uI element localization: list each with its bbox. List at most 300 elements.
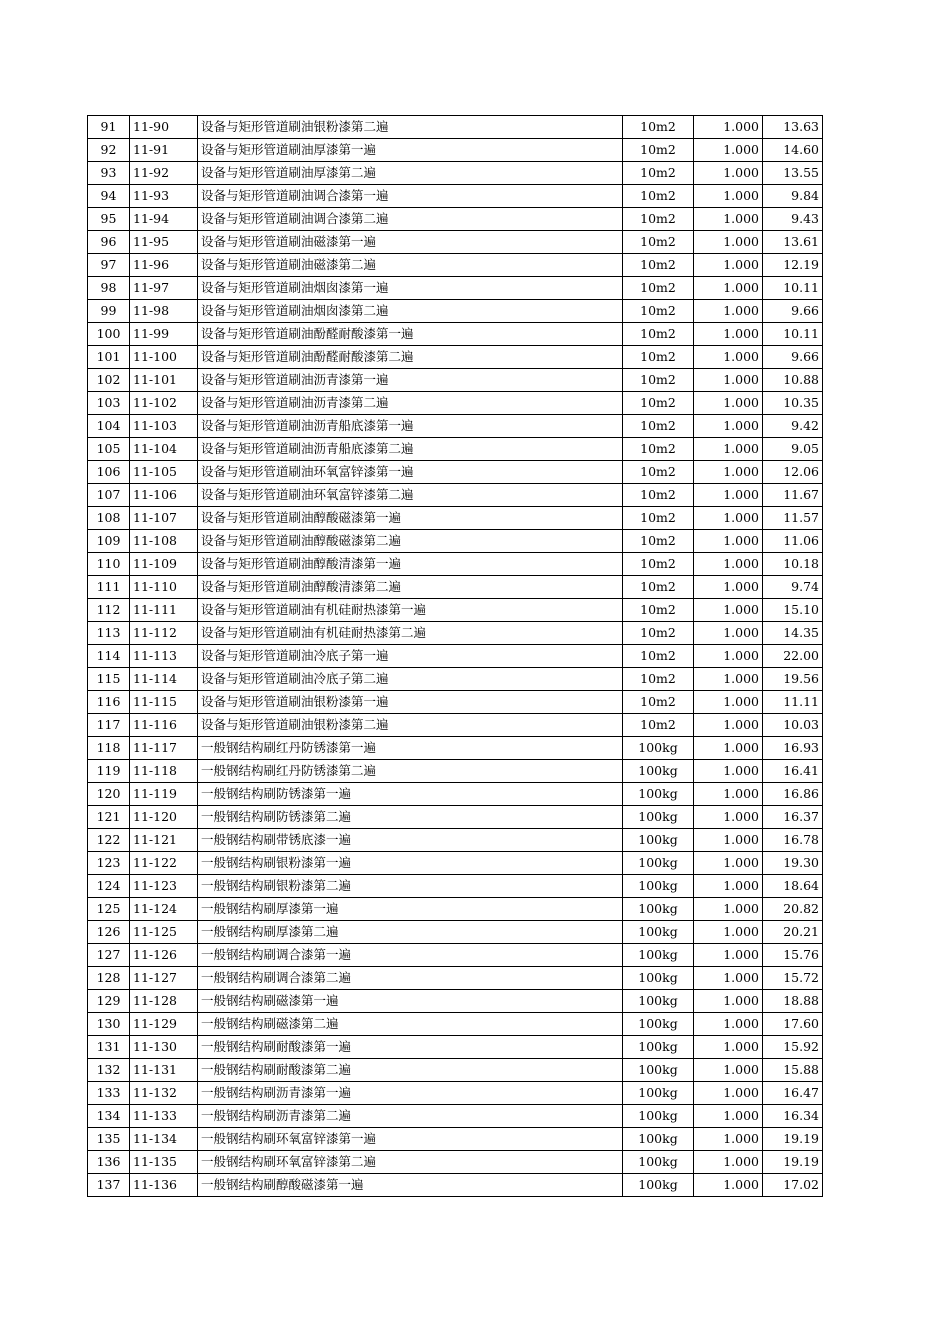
item-name: 设备与矩形管道刷油冷底子第二遍: [198, 668, 623, 691]
item-name: 一般钢结构刷环氧富锌漆第二遍: [198, 1151, 623, 1174]
unit: 100kg: [623, 1105, 694, 1128]
table-row: [88, 668, 823, 691]
table-row: [88, 553, 823, 576]
item-name: 设备与矩形管道刷油沥青船底漆第一遍: [198, 415, 623, 438]
quota-code: 11-123: [130, 875, 198, 898]
quantity: 1.000: [694, 990, 763, 1013]
unit: 100kg: [623, 783, 694, 806]
quota-code: 11-112: [130, 622, 198, 645]
unit-price: 16.34: [763, 1105, 823, 1128]
item-name: 一般钢结构刷银粉漆第一遍: [198, 852, 623, 875]
unit-price: 9.84: [763, 185, 823, 208]
row-number: 134: [88, 1105, 130, 1128]
unit: 10m2: [623, 254, 694, 277]
table-row: [88, 461, 823, 484]
item-name: 一般钢结构刷银粉漆第二遍: [198, 875, 623, 898]
item-name: 设备与矩形管道刷油银粉漆第一遍: [198, 691, 623, 714]
item-name: 设备与矩形管道刷油酚醛耐酸漆第二遍: [198, 346, 623, 369]
table-row: [88, 691, 823, 714]
table-row: [88, 346, 823, 369]
row-number: 102: [88, 369, 130, 392]
quantity: 1.000: [694, 1013, 763, 1036]
table-row: [88, 438, 823, 461]
item-name: 一般钢结构刷红丹防锈漆第一遍: [198, 737, 623, 760]
quantity: 1.000: [694, 714, 763, 737]
unit: 10m2: [623, 507, 694, 530]
quota-code: 11-115: [130, 691, 198, 714]
unit: 100kg: [623, 875, 694, 898]
row-number: 127: [88, 944, 130, 967]
quantity: 1.000: [694, 116, 763, 139]
row-number: 116: [88, 691, 130, 714]
quota-code: 11-107: [130, 507, 198, 530]
unit-price: 10.11: [763, 277, 823, 300]
unit-price: 10.03: [763, 714, 823, 737]
unit: 100kg: [623, 1082, 694, 1105]
table-row: [88, 829, 823, 852]
item-name: 设备与矩形管道刷油酚醛耐酸漆第一遍: [198, 323, 623, 346]
quota-code: 11-103: [130, 415, 198, 438]
quantity: 1.000: [694, 898, 763, 921]
unit-price: 16.78: [763, 829, 823, 852]
item-name: 设备与矩形管道刷油厚漆第二遍: [198, 162, 623, 185]
row-number: 103: [88, 392, 130, 415]
table-row: [88, 714, 823, 737]
row-number: 108: [88, 507, 130, 530]
item-name: 一般钢结构刷磁漆第二遍: [198, 1013, 623, 1036]
unit: 10m2: [623, 553, 694, 576]
row-number: 112: [88, 599, 130, 622]
item-name: 设备与矩形管道刷油磁漆第二遍: [198, 254, 623, 277]
quota-code: 11-124: [130, 898, 198, 921]
quota-code: 11-98: [130, 300, 198, 323]
unit: 10m2: [623, 323, 694, 346]
unit: 10m2: [623, 300, 694, 323]
table-row: [88, 507, 823, 530]
unit-price: 14.60: [763, 139, 823, 162]
unit-price: 11.67: [763, 484, 823, 507]
unit: 10m2: [623, 208, 694, 231]
unit: 10m2: [623, 691, 694, 714]
quantity: 1.000: [694, 1036, 763, 1059]
quantity: 1.000: [694, 162, 763, 185]
item-name: 设备与矩形管道刷油烟囱漆第二遍: [198, 300, 623, 323]
unit: 10m2: [623, 346, 694, 369]
row-number: 93: [88, 162, 130, 185]
table-row: [88, 277, 823, 300]
quota-code: 11-119: [130, 783, 198, 806]
item-name: 一般钢结构刷调合漆第一遍: [198, 944, 623, 967]
unit-price: 19.56: [763, 668, 823, 691]
row-number: 105: [88, 438, 130, 461]
unit-price: 9.43: [763, 208, 823, 231]
row-number: 131: [88, 1036, 130, 1059]
quantity: 1.000: [694, 668, 763, 691]
unit-price: 10.11: [763, 323, 823, 346]
row-number: 133: [88, 1082, 130, 1105]
unit: 100kg: [623, 967, 694, 990]
item-name: 设备与矩形管道刷油沥青船底漆第二遍: [198, 438, 623, 461]
quantity: 1.000: [694, 1059, 763, 1082]
row-number: 130: [88, 1013, 130, 1036]
item-name: 设备与矩形管道刷油沥青漆第二遍: [198, 392, 623, 415]
table-row: [88, 1128, 823, 1151]
quota-code: 11-131: [130, 1059, 198, 1082]
unit: 10m2: [623, 277, 694, 300]
table-row: [88, 415, 823, 438]
row-number: 121: [88, 806, 130, 829]
quota-code: 11-125: [130, 921, 198, 944]
row-number: 117: [88, 714, 130, 737]
unit-price: 9.66: [763, 300, 823, 323]
row-number: 95: [88, 208, 130, 231]
unit-price: 13.55: [763, 162, 823, 185]
quota-code: 11-104: [130, 438, 198, 461]
row-number: 126: [88, 921, 130, 944]
unit: 10m2: [623, 622, 694, 645]
unit: 10m2: [623, 599, 694, 622]
table-row: [88, 1082, 823, 1105]
unit-price: 12.19: [763, 254, 823, 277]
quota-code: 11-135: [130, 1151, 198, 1174]
quantity: 1.000: [694, 323, 763, 346]
row-number: 120: [88, 783, 130, 806]
quota-table-body: [88, 116, 823, 1197]
quota-code: 11-113: [130, 645, 198, 668]
item-name: 设备与矩形管道刷油醇酸磁漆第二遍: [198, 530, 623, 553]
quantity: 1.000: [694, 530, 763, 553]
row-number: 114: [88, 645, 130, 668]
row-number: 99: [88, 300, 130, 323]
item-name: 设备与矩形管道刷油银粉漆第二遍: [198, 714, 623, 737]
unit-price: 12.06: [763, 461, 823, 484]
quantity: 1.000: [694, 553, 763, 576]
quantity: 1.000: [694, 1151, 763, 1174]
row-number: 123: [88, 852, 130, 875]
quota-code: 11-118: [130, 760, 198, 783]
unit-price: 22.00: [763, 645, 823, 668]
item-name: 一般钢结构刷红丹防锈漆第二遍: [198, 760, 623, 783]
unit: 10m2: [623, 415, 694, 438]
quantity: 1.000: [694, 438, 763, 461]
table-row: [88, 622, 823, 645]
row-number: 106: [88, 461, 130, 484]
table-row: [88, 944, 823, 967]
table-row: [88, 875, 823, 898]
quantity: 1.000: [694, 507, 763, 530]
item-name: 设备与矩形管道刷油调合漆第一遍: [198, 185, 623, 208]
unit: 100kg: [623, 990, 694, 1013]
row-number: 115: [88, 668, 130, 691]
quantity: 1.000: [694, 829, 763, 852]
unit-price: 14.35: [763, 622, 823, 645]
item-name: 一般钢结构刷防锈漆第一遍: [198, 783, 623, 806]
unit-price: 19.19: [763, 1128, 823, 1151]
table-row: [88, 852, 823, 875]
table-row: [88, 139, 823, 162]
quota-code: 11-106: [130, 484, 198, 507]
unit: 10m2: [623, 231, 694, 254]
quota-code: 11-122: [130, 852, 198, 875]
unit-price: 17.60: [763, 1013, 823, 1036]
item-name: 一般钢结构刷沥青漆第二遍: [198, 1105, 623, 1128]
unit-price: 15.72: [763, 967, 823, 990]
quantity: 1.000: [694, 185, 763, 208]
table-row: [88, 369, 823, 392]
quantity: 1.000: [694, 967, 763, 990]
quota-code: 11-114: [130, 668, 198, 691]
row-number: 124: [88, 875, 130, 898]
quantity: 1.000: [694, 1128, 763, 1151]
table-row: [88, 162, 823, 185]
unit: 100kg: [623, 921, 694, 944]
row-number: 98: [88, 277, 130, 300]
item-name: 一般钢结构刷醇酸磁漆第一遍: [198, 1174, 623, 1197]
row-number: 125: [88, 898, 130, 921]
unit-price: 15.10: [763, 599, 823, 622]
quantity: 1.000: [694, 921, 763, 944]
unit: 100kg: [623, 829, 694, 852]
row-number: 104: [88, 415, 130, 438]
quota-code: 11-101: [130, 369, 198, 392]
unit-price: 16.47: [763, 1082, 823, 1105]
unit-price: 15.92: [763, 1036, 823, 1059]
unit-price: 9.05: [763, 438, 823, 461]
quantity: 1.000: [694, 1082, 763, 1105]
quota-code: 11-92: [130, 162, 198, 185]
row-number: 129: [88, 990, 130, 1013]
row-number: 96: [88, 231, 130, 254]
quota-code: 11-129: [130, 1013, 198, 1036]
item-name: 设备与矩形管道刷油冷底子第一遍: [198, 645, 623, 668]
quota-code: 11-91: [130, 139, 198, 162]
unit-price: 10.18: [763, 553, 823, 576]
unit-price: 19.19: [763, 1151, 823, 1174]
row-number: 119: [88, 760, 130, 783]
unit-price: 10.35: [763, 392, 823, 415]
unit: 10m2: [623, 484, 694, 507]
unit-price: 11.57: [763, 507, 823, 530]
quantity: 1.000: [694, 576, 763, 599]
row-number: 101: [88, 346, 130, 369]
quantity: 1.000: [694, 208, 763, 231]
unit-price: 9.42: [763, 415, 823, 438]
quantity: 1.000: [694, 415, 763, 438]
quantity: 1.000: [694, 760, 763, 783]
quantity: 1.000: [694, 806, 763, 829]
quota-code: 11-117: [130, 737, 198, 760]
unit: 10m2: [623, 576, 694, 599]
quantity: 1.000: [694, 691, 763, 714]
quota-code: 11-93: [130, 185, 198, 208]
quota-code: 11-97: [130, 277, 198, 300]
quota-code: 11-94: [130, 208, 198, 231]
row-number: 132: [88, 1059, 130, 1082]
table-row: [88, 783, 823, 806]
row-number: 118: [88, 737, 130, 760]
unit: 100kg: [623, 852, 694, 875]
table-row: [88, 921, 823, 944]
row-number: 91: [88, 116, 130, 139]
quantity: 1.000: [694, 645, 763, 668]
item-name: 设备与矩形管道刷油醇酸清漆第一遍: [198, 553, 623, 576]
quantity: 1.000: [694, 346, 763, 369]
unit: 10m2: [623, 392, 694, 415]
quota-code: 11-108: [130, 530, 198, 553]
table-row: [88, 300, 823, 323]
quota-code: 11-90: [130, 116, 198, 139]
item-name: 设备与矩形管道刷油调合漆第二遍: [198, 208, 623, 231]
quota-code: 11-110: [130, 576, 198, 599]
unit-price: 16.41: [763, 760, 823, 783]
quantity: 1.000: [694, 392, 763, 415]
row-number: 94: [88, 185, 130, 208]
item-name: 设备与矩形管道刷油醇酸磁漆第一遍: [198, 507, 623, 530]
item-name: 一般钢结构刷厚漆第一遍: [198, 898, 623, 921]
quota-code: 11-127: [130, 967, 198, 990]
quantity: 1.000: [694, 599, 763, 622]
item-name: 一般钢结构刷带锈底漆一遍: [198, 829, 623, 852]
item-name: 一般钢结构刷磁漆第一遍: [198, 990, 623, 1013]
quota-code: 11-133: [130, 1105, 198, 1128]
unit: 10m2: [623, 185, 694, 208]
quota-code: 11-116: [130, 714, 198, 737]
unit-price: 18.88: [763, 990, 823, 1013]
table-row: [88, 392, 823, 415]
quota-code: 11-95: [130, 231, 198, 254]
table-row: [88, 576, 823, 599]
quantity: 1.000: [694, 944, 763, 967]
unit-price: 11.11: [763, 691, 823, 714]
unit: 10m2: [623, 369, 694, 392]
row-number: 113: [88, 622, 130, 645]
item-name: 设备与矩形管道刷油烟囱漆第一遍: [198, 277, 623, 300]
quantity: 1.000: [694, 277, 763, 300]
unit-price: 10.88: [763, 369, 823, 392]
item-name: 一般钢结构刷沥青漆第一遍: [198, 1082, 623, 1105]
quantity: 1.000: [694, 622, 763, 645]
unit: 10m2: [623, 162, 694, 185]
table-row: [88, 323, 823, 346]
quantity: 1.000: [694, 484, 763, 507]
item-name: 设备与矩形管道刷油醇酸清漆第二遍: [198, 576, 623, 599]
table-row: [88, 760, 823, 783]
unit: 10m2: [623, 116, 694, 139]
table-row: [88, 990, 823, 1013]
table-row: [88, 898, 823, 921]
quota-code: 11-121: [130, 829, 198, 852]
item-name: 设备与矩形管道刷油环氧富锌漆第二遍: [198, 484, 623, 507]
unit: 100kg: [623, 1036, 694, 1059]
row-number: 92: [88, 139, 130, 162]
quantity: 1.000: [694, 139, 763, 162]
table-row: [88, 1151, 823, 1174]
table-row: [88, 208, 823, 231]
quantity: 1.000: [694, 875, 763, 898]
unit: 100kg: [623, 1151, 694, 1174]
quota-code: 11-102: [130, 392, 198, 415]
unit: 100kg: [623, 1059, 694, 1082]
table-row: [88, 599, 823, 622]
row-number: 122: [88, 829, 130, 852]
item-name: 一般钢结构刷防锈漆第二遍: [198, 806, 623, 829]
table-row: [88, 116, 823, 139]
item-name: 设备与矩形管道刷油银粉漆第二遍: [198, 116, 623, 139]
quota-code: 11-109: [130, 553, 198, 576]
quota-code: 11-130: [130, 1036, 198, 1059]
table-row: [88, 1174, 823, 1197]
table-row: [88, 1013, 823, 1036]
quantity: 1.000: [694, 300, 763, 323]
unit-price: 9.74: [763, 576, 823, 599]
quota-code: 11-134: [130, 1128, 198, 1151]
item-name: 一般钢结构刷耐酸漆第一遍: [198, 1036, 623, 1059]
row-number: 135: [88, 1128, 130, 1151]
unit: 10m2: [623, 438, 694, 461]
table-row: [88, 1036, 823, 1059]
row-number: 107: [88, 484, 130, 507]
quantity: 1.000: [694, 1174, 763, 1197]
quantity: 1.000: [694, 737, 763, 760]
quota-code: 11-132: [130, 1082, 198, 1105]
unit: 10m2: [623, 461, 694, 484]
unit-price: 19.30: [763, 852, 823, 875]
quantity: 1.000: [694, 1105, 763, 1128]
table-row: [88, 967, 823, 990]
unit: 10m2: [623, 714, 694, 737]
row-number: 136: [88, 1151, 130, 1174]
unit: 100kg: [623, 1174, 694, 1197]
unit: 100kg: [623, 898, 694, 921]
quantity: 1.000: [694, 783, 763, 806]
quota-code: 11-105: [130, 461, 198, 484]
item-name: 设备与矩形管道刷油沥青漆第一遍: [198, 369, 623, 392]
unit: 100kg: [623, 760, 694, 783]
unit-price: 15.88: [763, 1059, 823, 1082]
quota-table: [87, 115, 823, 1197]
quantity: 1.000: [694, 852, 763, 875]
table-row: [88, 231, 823, 254]
unit: 100kg: [623, 1128, 694, 1151]
quantity: 1.000: [694, 461, 763, 484]
item-name: 设备与矩形管道刷油有机硅耐热漆第二遍: [198, 622, 623, 645]
unit: 100kg: [623, 737, 694, 760]
row-number: 111: [88, 576, 130, 599]
unit: 100kg: [623, 806, 694, 829]
item-name: 设备与矩形管道刷油有机硅耐热漆第一遍: [198, 599, 623, 622]
row-number: 100: [88, 323, 130, 346]
unit-price: 20.82: [763, 898, 823, 921]
item-name: 设备与矩形管道刷油磁漆第一遍: [198, 231, 623, 254]
quota-code: 11-99: [130, 323, 198, 346]
unit-price: 9.66: [763, 346, 823, 369]
table-row: [88, 737, 823, 760]
item-name: 设备与矩形管道刷油环氧富锌漆第一遍: [198, 461, 623, 484]
unit: 10m2: [623, 645, 694, 668]
unit-price: 11.06: [763, 530, 823, 553]
unit: 100kg: [623, 1013, 694, 1036]
row-number: 137: [88, 1174, 130, 1197]
unit-price: 15.76: [763, 944, 823, 967]
quantity: 1.000: [694, 231, 763, 254]
unit: 10m2: [623, 139, 694, 162]
quota-code: 11-120: [130, 806, 198, 829]
table-row: [88, 484, 823, 507]
quota-code: 11-96: [130, 254, 198, 277]
item-name: 一般钢结构刷调合漆第二遍: [198, 967, 623, 990]
table-row: [88, 254, 823, 277]
unit-price: 16.93: [763, 737, 823, 760]
